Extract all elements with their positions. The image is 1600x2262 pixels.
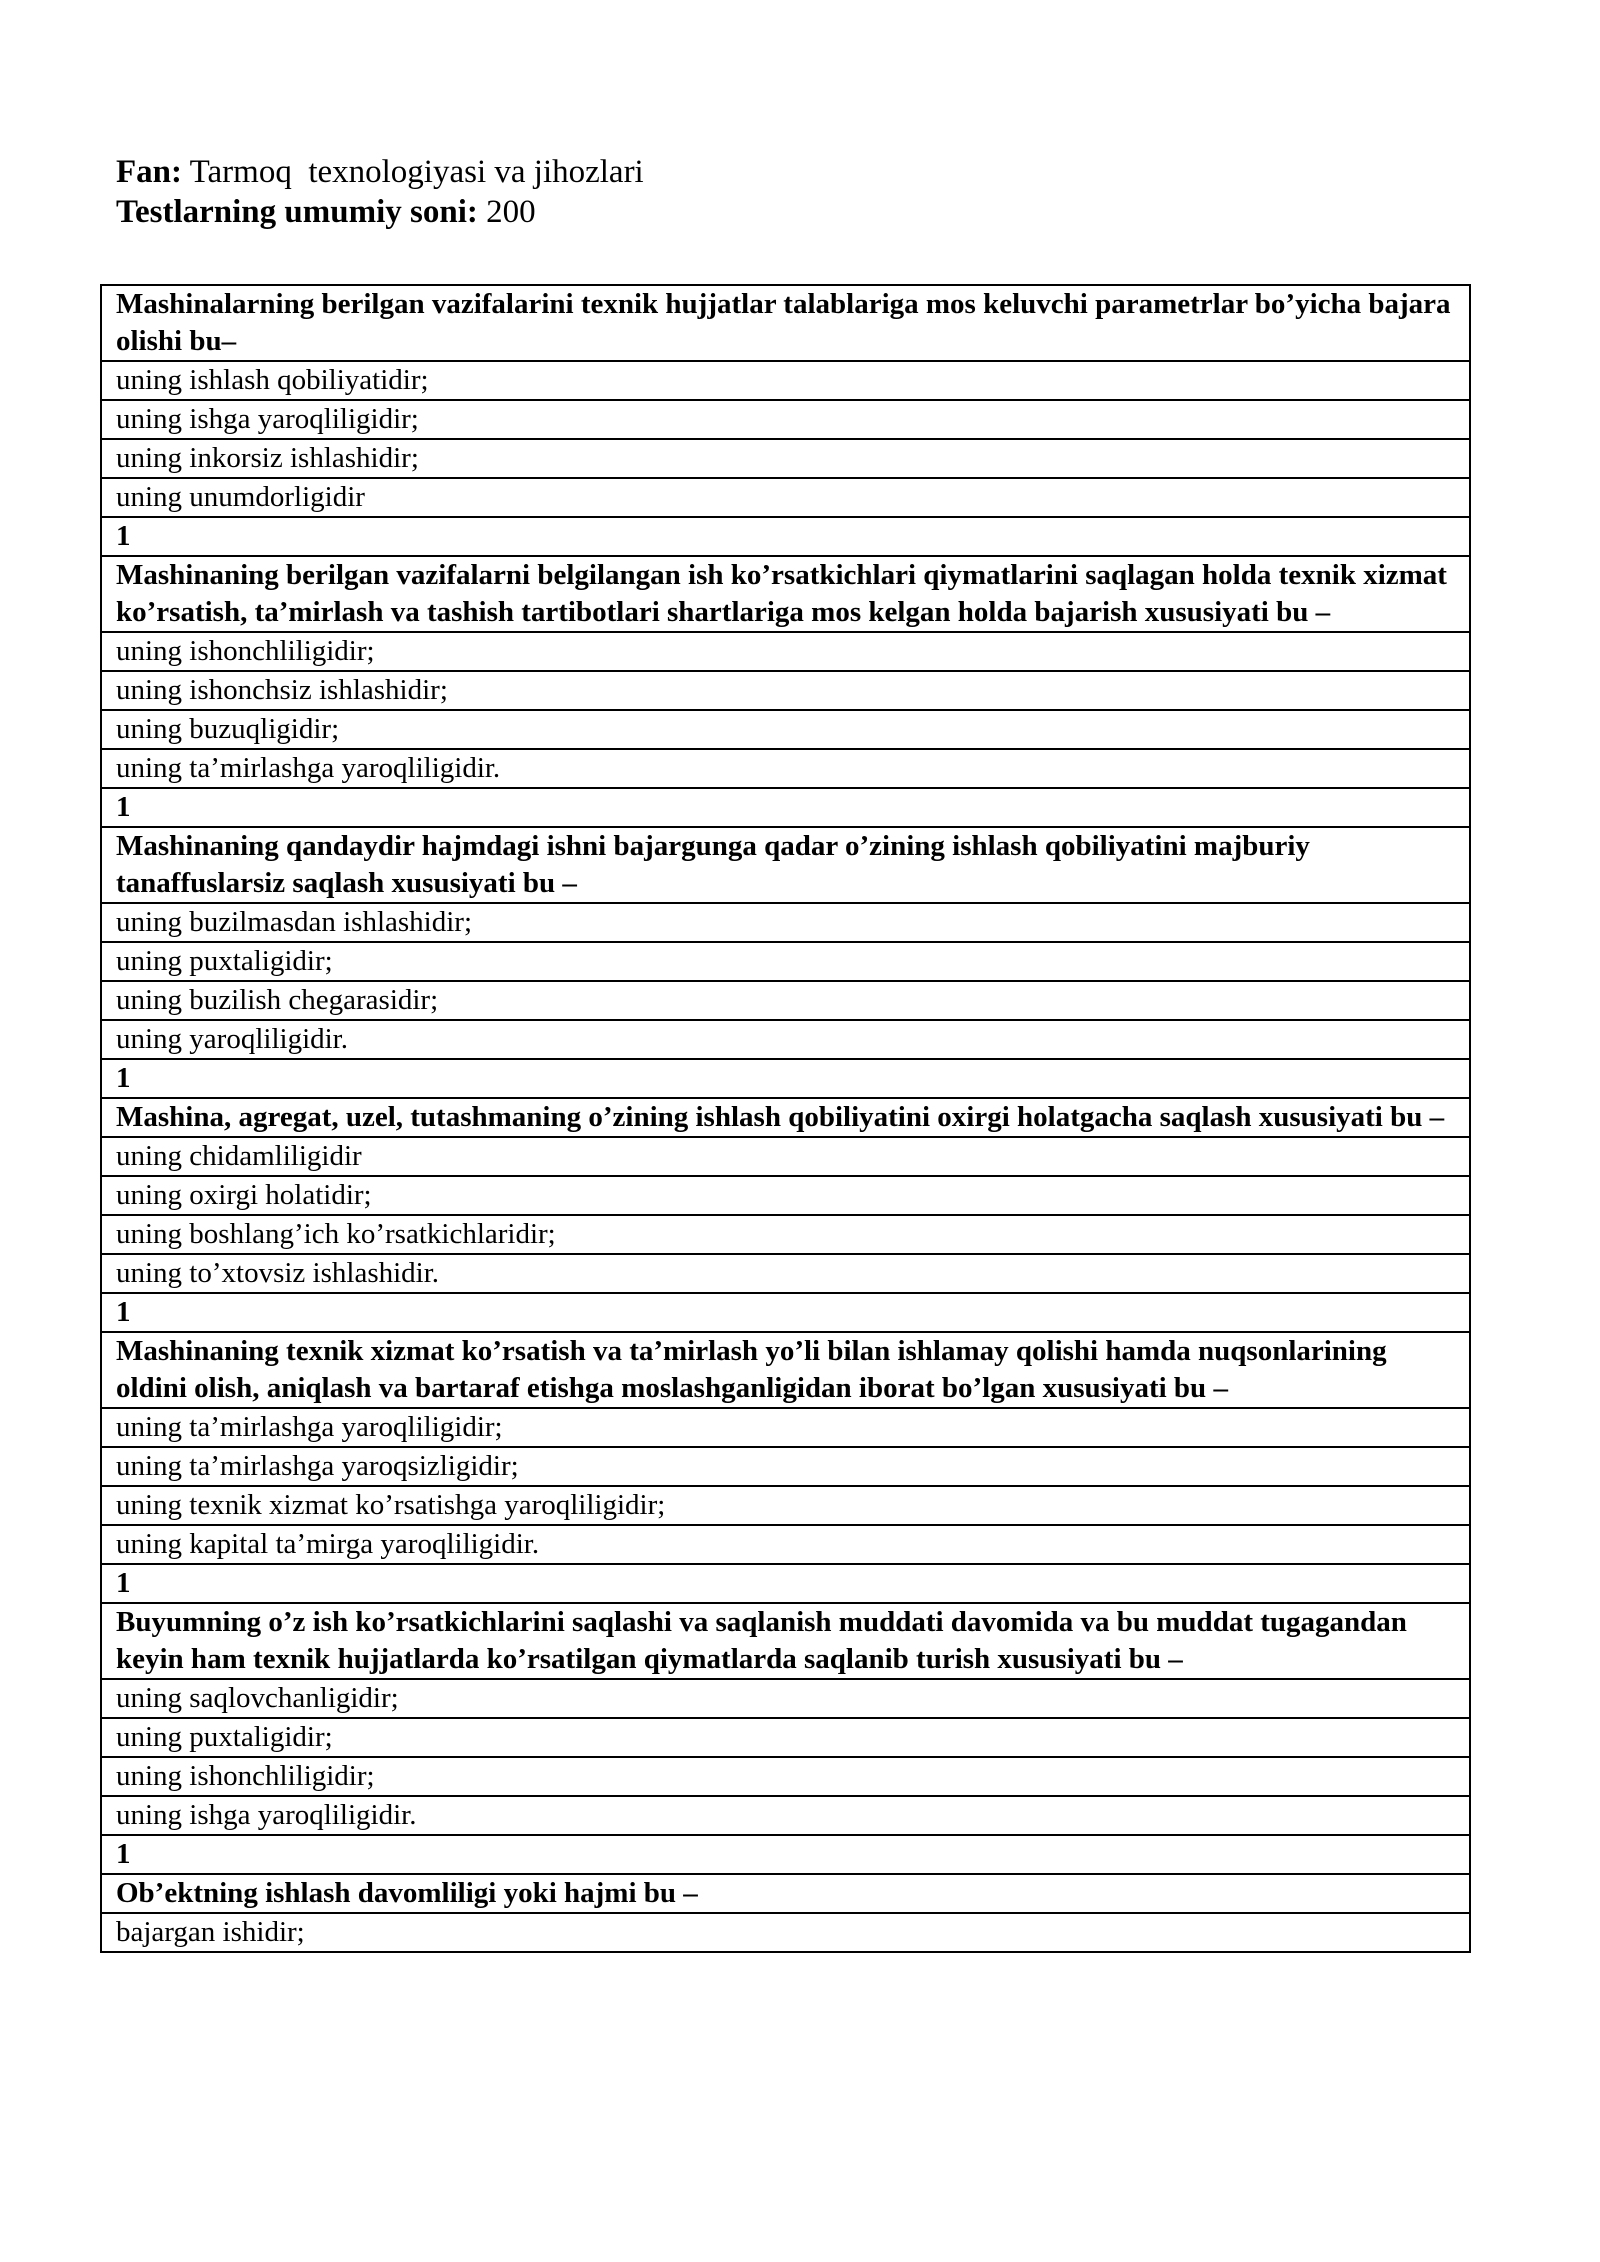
- question-text: Mashinalarning berilgan vazifalarini texnik hujjatlar talablariga mos keluvchi parametrlar bo’yicha bajara olishi bu–: [101, 285, 1470, 361]
- answer-key-row: [101, 1564, 1470, 1603]
- answer-key-row: [101, 1835, 1470, 1874]
- answer-option-row: [101, 1486, 1470, 1525]
- answer-option-row: [101, 1913, 1470, 1952]
- question-text-row: [101, 1874, 1470, 1913]
- answer-option-row: [101, 1176, 1470, 1215]
- answer-option-row: [101, 1718, 1470, 1757]
- answer-option: uning ta’mirlashga yaroqsizligidir;: [101, 1447, 1470, 1486]
- answer-option: uning kapital ta’mirga yaroqliligidir.: [101, 1525, 1470, 1564]
- answer-option-row: [101, 942, 1470, 981]
- answer-option-row: [101, 1796, 1470, 1835]
- answer-key-row: [101, 1293, 1470, 1332]
- answer-option: uning ishga yaroqliligidir;: [101, 400, 1470, 439]
- question-text-row: [101, 285, 1470, 361]
- answer-key: 1: [101, 1564, 1470, 1603]
- answer-option-row: [101, 1679, 1470, 1718]
- subject-value: Tarmoq texnologiyasi va jihozlari: [189, 154, 644, 190]
- answer-option-row: [101, 439, 1470, 478]
- answer-option: uning ishlash qobiliyatidir;: [101, 361, 1470, 400]
- answer-option: uning texnik xizmat ko’rsatishga yaroqliligidir;: [101, 1486, 1470, 1525]
- answer-option-row: [101, 1525, 1470, 1564]
- answer-option-row: [101, 1254, 1470, 1293]
- answer-option: uning ta’mirlashga yaroqliligidir.: [101, 749, 1470, 788]
- answer-option: uning chidamliligidir: [101, 1137, 1470, 1176]
- answer-option: uning oxirgi holatidir;: [101, 1176, 1470, 1215]
- answer-option: uning yaroqliligidir.: [101, 1020, 1470, 1059]
- answer-option: uning puxtaligidir;: [101, 942, 1470, 981]
- tests-table-body: [101, 285, 1470, 1952]
- answer-key: 1: [101, 1293, 1470, 1332]
- answer-option-row: [101, 361, 1470, 400]
- answer-key: 1: [101, 1835, 1470, 1874]
- answer-option: uning buzilish chegarasidir;: [101, 981, 1470, 1020]
- document-header: [116, 152, 644, 232]
- answer-option: uning buzuqligidir;: [101, 710, 1470, 749]
- answer-option-row: [101, 1020, 1470, 1059]
- answer-option: uning saqlovchanligidir;: [101, 1679, 1470, 1718]
- question-text-row: [101, 827, 1470, 903]
- answer-option-row: [101, 1447, 1470, 1486]
- answer-key: 1: [101, 788, 1470, 827]
- answer-option: uning ta’mirlashga yaroqliligidir;: [101, 1408, 1470, 1447]
- question-text: Mashina, agregat, uzel, tutashmaning o’zining ishlash qobiliyatini oxirgi holatgacha saqlash xususiyati bu –: [101, 1098, 1470, 1137]
- answer-option-row: [101, 478, 1470, 517]
- subject-line: [116, 152, 644, 192]
- answer-option-row: [101, 400, 1470, 439]
- answer-option: uning ishonchsiz ishlashidir;: [101, 671, 1470, 710]
- answer-key: 1: [101, 1059, 1470, 1098]
- answer-option: uning to’xtovsiz ishlashidir.: [101, 1254, 1470, 1293]
- answer-option-row: [101, 903, 1470, 942]
- answer-option: uning puxtaligidir;: [101, 1718, 1470, 1757]
- test-count-value: 200: [486, 194, 536, 230]
- answer-option-row: [101, 1757, 1470, 1796]
- answer-key-row: [101, 788, 1470, 827]
- answer-option-row: [101, 749, 1470, 788]
- answer-key: 1: [101, 517, 1470, 556]
- test-count-line: [116, 192, 644, 232]
- tests-table: [100, 284, 1471, 1953]
- answer-option: uning inkorsiz ishlashidir;: [101, 439, 1470, 478]
- question-text: Mashinaning texnik xizmat ko’rsatish va ta’mirlash yo’li bilan ishlamay qolishi hamda nuqsonlarining oldini olish, aniqlash va bartaraf etishga moslashganligidan iborat bo’lgan xususiyati bu –: [101, 1332, 1470, 1408]
- answer-option-row: [101, 710, 1470, 749]
- answer-option-row: [101, 671, 1470, 710]
- answer-key-row: [101, 1059, 1470, 1098]
- answer-option: bajargan ishidir;: [101, 1913, 1470, 1952]
- question-text: Buyumning o’z ish ko’rsatkichlarini saqlashi va saqlanish muddati davomida va bu muddat tugagandan keyin ham texnik hujjatlarda ko’rsatilgan qiymatlarda saqlanib turish xususiyati bu –: [101, 1603, 1470, 1679]
- test-count-label: Testlarning umumiy soni:: [116, 194, 478, 230]
- answer-option-row: [101, 1408, 1470, 1447]
- answer-option: uning buzilmasdan ishlashidir;: [101, 903, 1470, 942]
- question-text: Mashinaning qandaydir hajmdagi ishni bajargunga qadar o’zining ishlash qobiliyatini majburiy tanaffuslarsiz saqlash xususiyati bu –: [101, 827, 1470, 903]
- answer-option: uning boshlang’ich ko’rsatkichlaridir;: [101, 1215, 1470, 1254]
- answer-option-row: [101, 632, 1470, 671]
- answer-option-row: [101, 981, 1470, 1020]
- answer-option: uning ishonchliligidir;: [101, 1757, 1470, 1796]
- question-text-row: [101, 1098, 1470, 1137]
- answer-option-row: [101, 1137, 1470, 1176]
- subject-label: Fan:: [116, 154, 182, 190]
- answer-key-row: [101, 517, 1470, 556]
- question-text-row: [101, 1332, 1470, 1408]
- answer-option: uning ishonchliligidir;: [101, 632, 1470, 671]
- answer-option: uning ishga yaroqliligidir.: [101, 1796, 1470, 1835]
- question-text: Ob’ektning ishlash davomliligi yoki hajmi bu –: [101, 1874, 1470, 1913]
- answer-option: uning unumdorligidir: [101, 478, 1470, 517]
- question-text-row: [101, 1603, 1470, 1679]
- question-text: Mashinaning berilgan vazifalarni belgilangan ish ko’rsatkichlari qiymatlarini saqlagan holda texnik xizmat ko’rsatish, ta’mirlash va tashish tartibotlari shartlariga mos kelgan holda bajarish xususiyati bu –: [101, 556, 1470, 632]
- question-text-row: [101, 556, 1470, 632]
- answer-option-row: [101, 1215, 1470, 1254]
